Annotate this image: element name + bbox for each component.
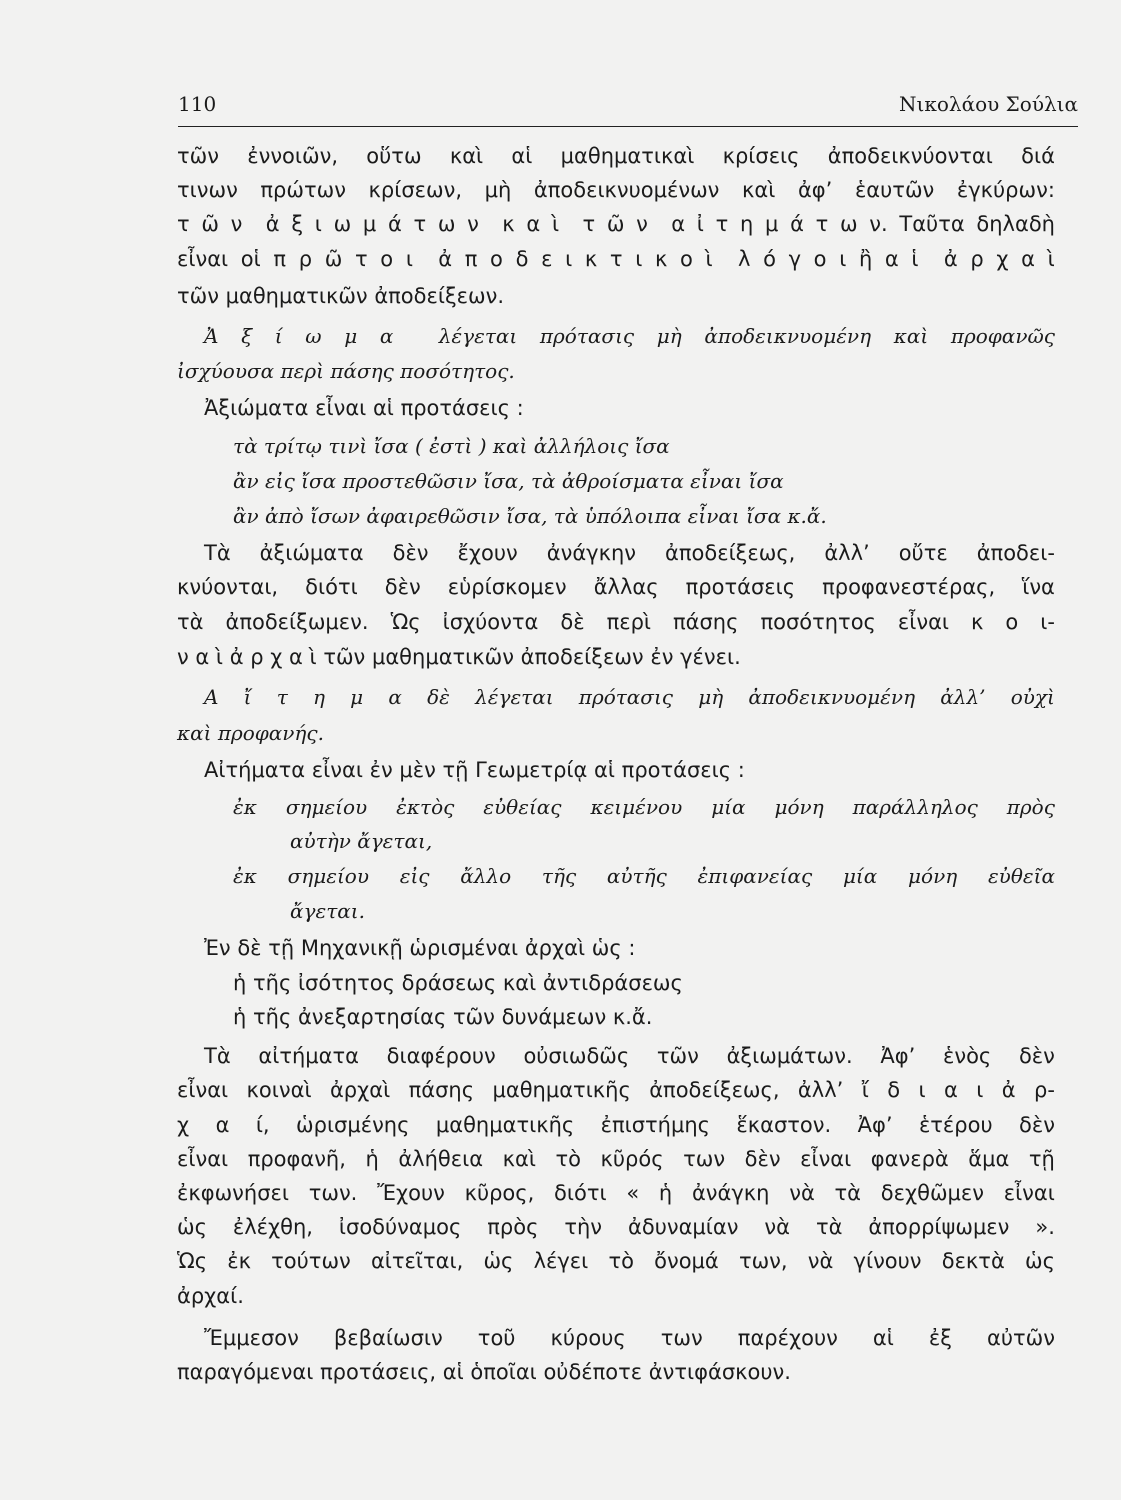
text-line: καὶ προφανής. <box>177 721 324 745</box>
text-line: ἰσχύουσα περὶ πάσης ποσότητος. <box>177 359 515 383</box>
text-line: κνύονται, διότι δὲν εὑρίσκομεν ἄλλας προτάσεις προφανεστέρας, ἵνα <box>177 575 1055 599</box>
text-line: Ἔμμεσον βεβαίωσιν τοῦ κύρους των παρέχουν αἱ ἐξ αὐτῶν <box>204 1326 1055 1350</box>
text-line: Ἀξιώματα εἶναι αἱ προτάσεις : <box>204 396 524 420</box>
text-line: ἡ τῆς ἀνεξαρτησίας τῶν δυνάμεων κ.ἄ. <box>233 1005 653 1029</box>
text-line: τὰ τρίτῳ τινὶ ἴσα ( ἐστὶ ) καὶ ἀλλήλοις ἴσα <box>233 434 670 458</box>
text-line: Τὰ ἀξιώματα δὲν ἔχουν ἀνάγκην ἀποδείξεως, ἀλλ’ οὔτε ἀποδει- <box>204 541 1055 565</box>
text-line: εἶναι οἱ π ρ ῶ τ ο ι ἀ π ο δ ε ι κ τ ι κ ο ὶ λ ό γ ο ι ἢ α ἱ ἀ ρ χ α ὶ <box>177 247 1055 271</box>
text-line: Α ἴ τ η μ α δὲ λέγεται πρότασις μὴ ἀποδεικνυομένη ἀλλ’ οὐχὶ <box>204 685 1055 709</box>
text-line: ἡ τῆς ἰσότητος δράσεως καὶ ἀντιδράσεως <box>233 971 683 995</box>
text-line: Ἀ ξ ί ω μ α λέγεται πρότασις μὴ ἀποδεικνυομένη καὶ προφανῶς <box>204 324 1055 348</box>
text-line: ν α ὶ ἀ ρ χ α ὶ τῶν μαθηματικῶν ἀποδείξεων ἐν γένει. <box>177 645 741 669</box>
text-line: ἐκ σημείου εἰς ἄλλο τῆς αὐτῆς ἐπιφανείας μία μόνη εὐθεῖα <box>233 864 1055 888</box>
text-line: τῶν ἐννοιῶν, οὕτω καὶ αἱ μαθηματικαὶ κρίσεις ἀποδεικνύονται διά <box>177 144 1055 168</box>
text-line: εἶναι προφανῆ, ἡ ἀλήθεια καὶ τὸ κῦρός των δὲν εἶναι φανερὰ ἅμα τῇ <box>177 1147 1055 1171</box>
text-line: τινων πρώτων κρίσεων, μὴ ἀποδεικνυομένων καὶ ἀφ’ ἑαυτῶν ἐγκύρων: <box>177 178 1055 202</box>
text-line: ἀρχαί. <box>177 1284 244 1308</box>
text-line: αὐτὴν ἄγεται, <box>290 829 433 853</box>
text-line: ἄγεται. <box>290 899 365 923</box>
text-line: τ ῶ ν ἀ ξ ι ω μ ά τ ω ν κ α ὶ τ ῶ ν α ἰ τ η μ ά τ ω ν. Ταῦτα δηλαδὴ <box>177 212 1055 236</box>
text-line: παραγόμεναι προτάσεις, αἱ ὁποῖαι οὐδέποτε ἀντιφάσκουν. <box>177 1360 791 1384</box>
page-number: 110 <box>178 92 217 116</box>
text-line: Αἰτήματα εἶναι ἐν μὲν τῇ Γεωμετρίᾳ αἱ προτάσεις : <box>204 758 745 782</box>
text-line: Ὡς ἐκ τούτων αἰτεῖται, ὡς λέγει τὸ ὄνομά των, νὰ γίνουν δεκτὰ ὡς <box>177 1249 1055 1273</box>
text-line: εἶναι κοιναὶ ἀρχαὶ πάσης μαθηματικῆς ἀποδείξεως, ἀλλ’ ἴ δ ι α ι ἀ ρ- <box>177 1078 1055 1102</box>
text-line: χ α ί, ὡρισμένης μαθηματικῆς ἐπιστήμης ἕκαστον. Ἀφ’ ἑτέρου δὲν <box>177 1113 1055 1137</box>
text-line: ἐκ σημείου ἐκτὸς εὐθείας κειμένου μία μόνη παράλληλος πρὸς <box>233 795 1055 819</box>
text-line: τῶν μαθηματικῶν ἀποδείξεων. <box>177 284 505 308</box>
text-line: Τὰ αἰτήματα διαφέρουν οὐσιωδῶς τῶν ἀξιωμάτων. Ἀφ’ ἑνὸς δὲν <box>204 1044 1055 1068</box>
running-title: Νικολάου Σούλια <box>899 92 1078 116</box>
text-line: Ἐν δὲ τῇ Μηχανικῇ ὡρισμέναι ἀρχαὶ ὡς : <box>204 936 636 960</box>
text-line: ὡς ἐλέχθη, ἰσοδύναμος πρὸς τὴν ἀδυναμίαν νὰ τὰ ἀπορρίψωμεν ». <box>177 1215 1055 1239</box>
text-line: ἐκφωνήσει των. Ἔχουν κῦρος, διότι « ἡ ἀνάγκη νὰ τὰ δεχθῶμεν εἶναι <box>177 1181 1055 1205</box>
text-line: ἂν εἰς ἴσα προστεθῶσιν ἴσα, τὰ ἀθροίσματα εἶναι ἴσα <box>233 469 784 493</box>
text-line: τὰ ἀποδείξωμεν. Ὡς ἰσχύοντα δὲ περὶ πάσης ποσότητος εἶναι κ ο ι- <box>177 610 1055 634</box>
text-line: ἂν ἀπὸ ἴσων ἀφαιρεθῶσιν ἴσα, τὰ ὑπόλοιπα εἶναι ἴσα κ.ἄ. <box>233 504 827 528</box>
